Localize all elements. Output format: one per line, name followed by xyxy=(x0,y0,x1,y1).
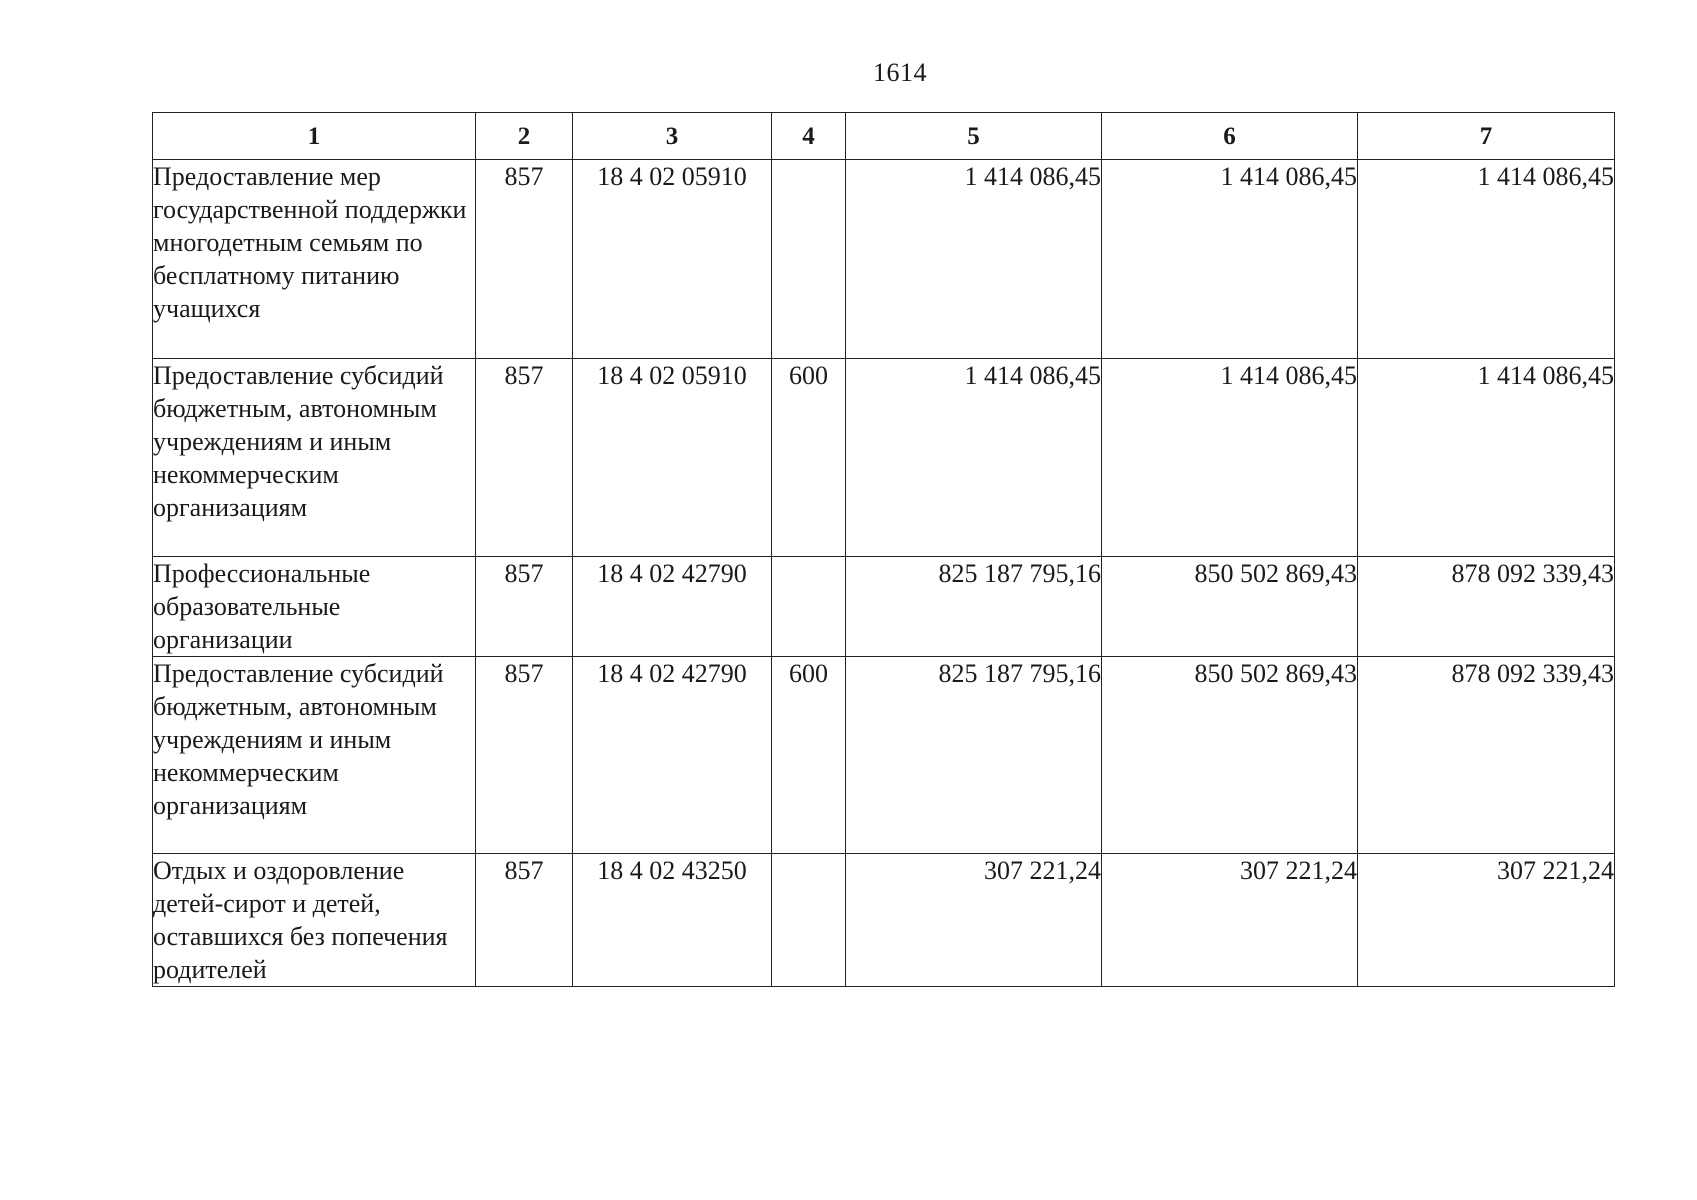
row-amount-2-cell: 850 502 869,43 xyxy=(1102,657,1358,854)
row-amount-1-cell: 1 414 086,45 xyxy=(846,359,1102,557)
row-name-cell: Профессиональные образовательные организации xyxy=(153,557,476,657)
row-amount-2-cell: 1 414 086,45 xyxy=(1102,160,1358,359)
row-admin-code-cell: 857 xyxy=(476,657,573,854)
row-expense-type-cell: 600 xyxy=(772,359,846,557)
budget-table xyxy=(152,112,1615,987)
row-name-cell: Предоставление субсидий бюджетным, автономным учреждениям и иным некоммерческим организациям xyxy=(153,359,476,557)
table-header-row xyxy=(153,113,1615,160)
row-amount-3-cell: 307 221,24 xyxy=(1358,854,1615,987)
row-expense-type-cell xyxy=(772,854,846,987)
table-row xyxy=(153,359,1615,557)
row-amount-1-cell: 825 187 795,16 xyxy=(846,557,1102,657)
row-admin-code-cell: 857 xyxy=(476,557,573,657)
row-target-article-cell: 18 4 02 05910 xyxy=(573,359,772,557)
column-header: 2 xyxy=(476,113,573,160)
row-name-cell: Предоставление субсидий бюджетным, автономным учреждениям и иным некоммерческим организациям xyxy=(153,657,476,854)
row-amount-3-cell: 878 092 339,43 xyxy=(1358,657,1615,854)
table-row xyxy=(153,657,1615,854)
page-number: 1614 xyxy=(873,58,927,87)
row-name-cell: Отдых и оздоровление детей-сирот и детей, оставшихся без попечения родителей xyxy=(153,854,476,987)
row-expense-type-cell xyxy=(772,557,846,657)
column-header: 5 xyxy=(846,113,1102,160)
row-amount-1-cell: 1 414 086,45 xyxy=(846,160,1102,359)
row-amount-2-cell: 307 221,24 xyxy=(1102,854,1358,987)
row-target-article-cell: 18 4 02 42790 xyxy=(573,557,772,657)
column-header: 6 xyxy=(1102,113,1358,160)
row-target-article-cell: 18 4 02 42790 xyxy=(573,657,772,854)
column-header: 1 xyxy=(153,113,476,160)
table-row xyxy=(153,854,1615,987)
row-amount-3-cell: 878 092 339,43 xyxy=(1358,557,1615,657)
row-amount-1-cell: 825 187 795,16 xyxy=(846,657,1102,854)
row-expense-type-cell: 600 xyxy=(772,657,846,854)
row-admin-code-cell: 857 xyxy=(476,160,573,359)
table-row xyxy=(153,160,1615,359)
row-admin-code-cell: 857 xyxy=(476,854,573,987)
table-row xyxy=(153,557,1615,657)
row-target-article-cell: 18 4 02 05910 xyxy=(573,160,772,359)
row-expense-type-cell xyxy=(772,160,846,359)
row-target-article-cell: 18 4 02 43250 xyxy=(573,854,772,987)
column-header: 3 xyxy=(573,113,772,160)
row-amount-2-cell: 1 414 086,45 xyxy=(1102,359,1358,557)
row-amount-1-cell: 307 221,24 xyxy=(846,854,1102,987)
column-header: 7 xyxy=(1358,113,1615,160)
row-name-cell: Предоставление мер государственной поддержки многодетным семьям по бесплатному питанию учащихся xyxy=(153,160,476,359)
row-admin-code-cell: 857 xyxy=(476,359,573,557)
row-amount-2-cell: 850 502 869,43 xyxy=(1102,557,1358,657)
row-amount-3-cell: 1 414 086,45 xyxy=(1358,160,1615,359)
column-header: 4 xyxy=(772,113,846,160)
row-amount-3-cell: 1 414 086,45 xyxy=(1358,359,1615,557)
